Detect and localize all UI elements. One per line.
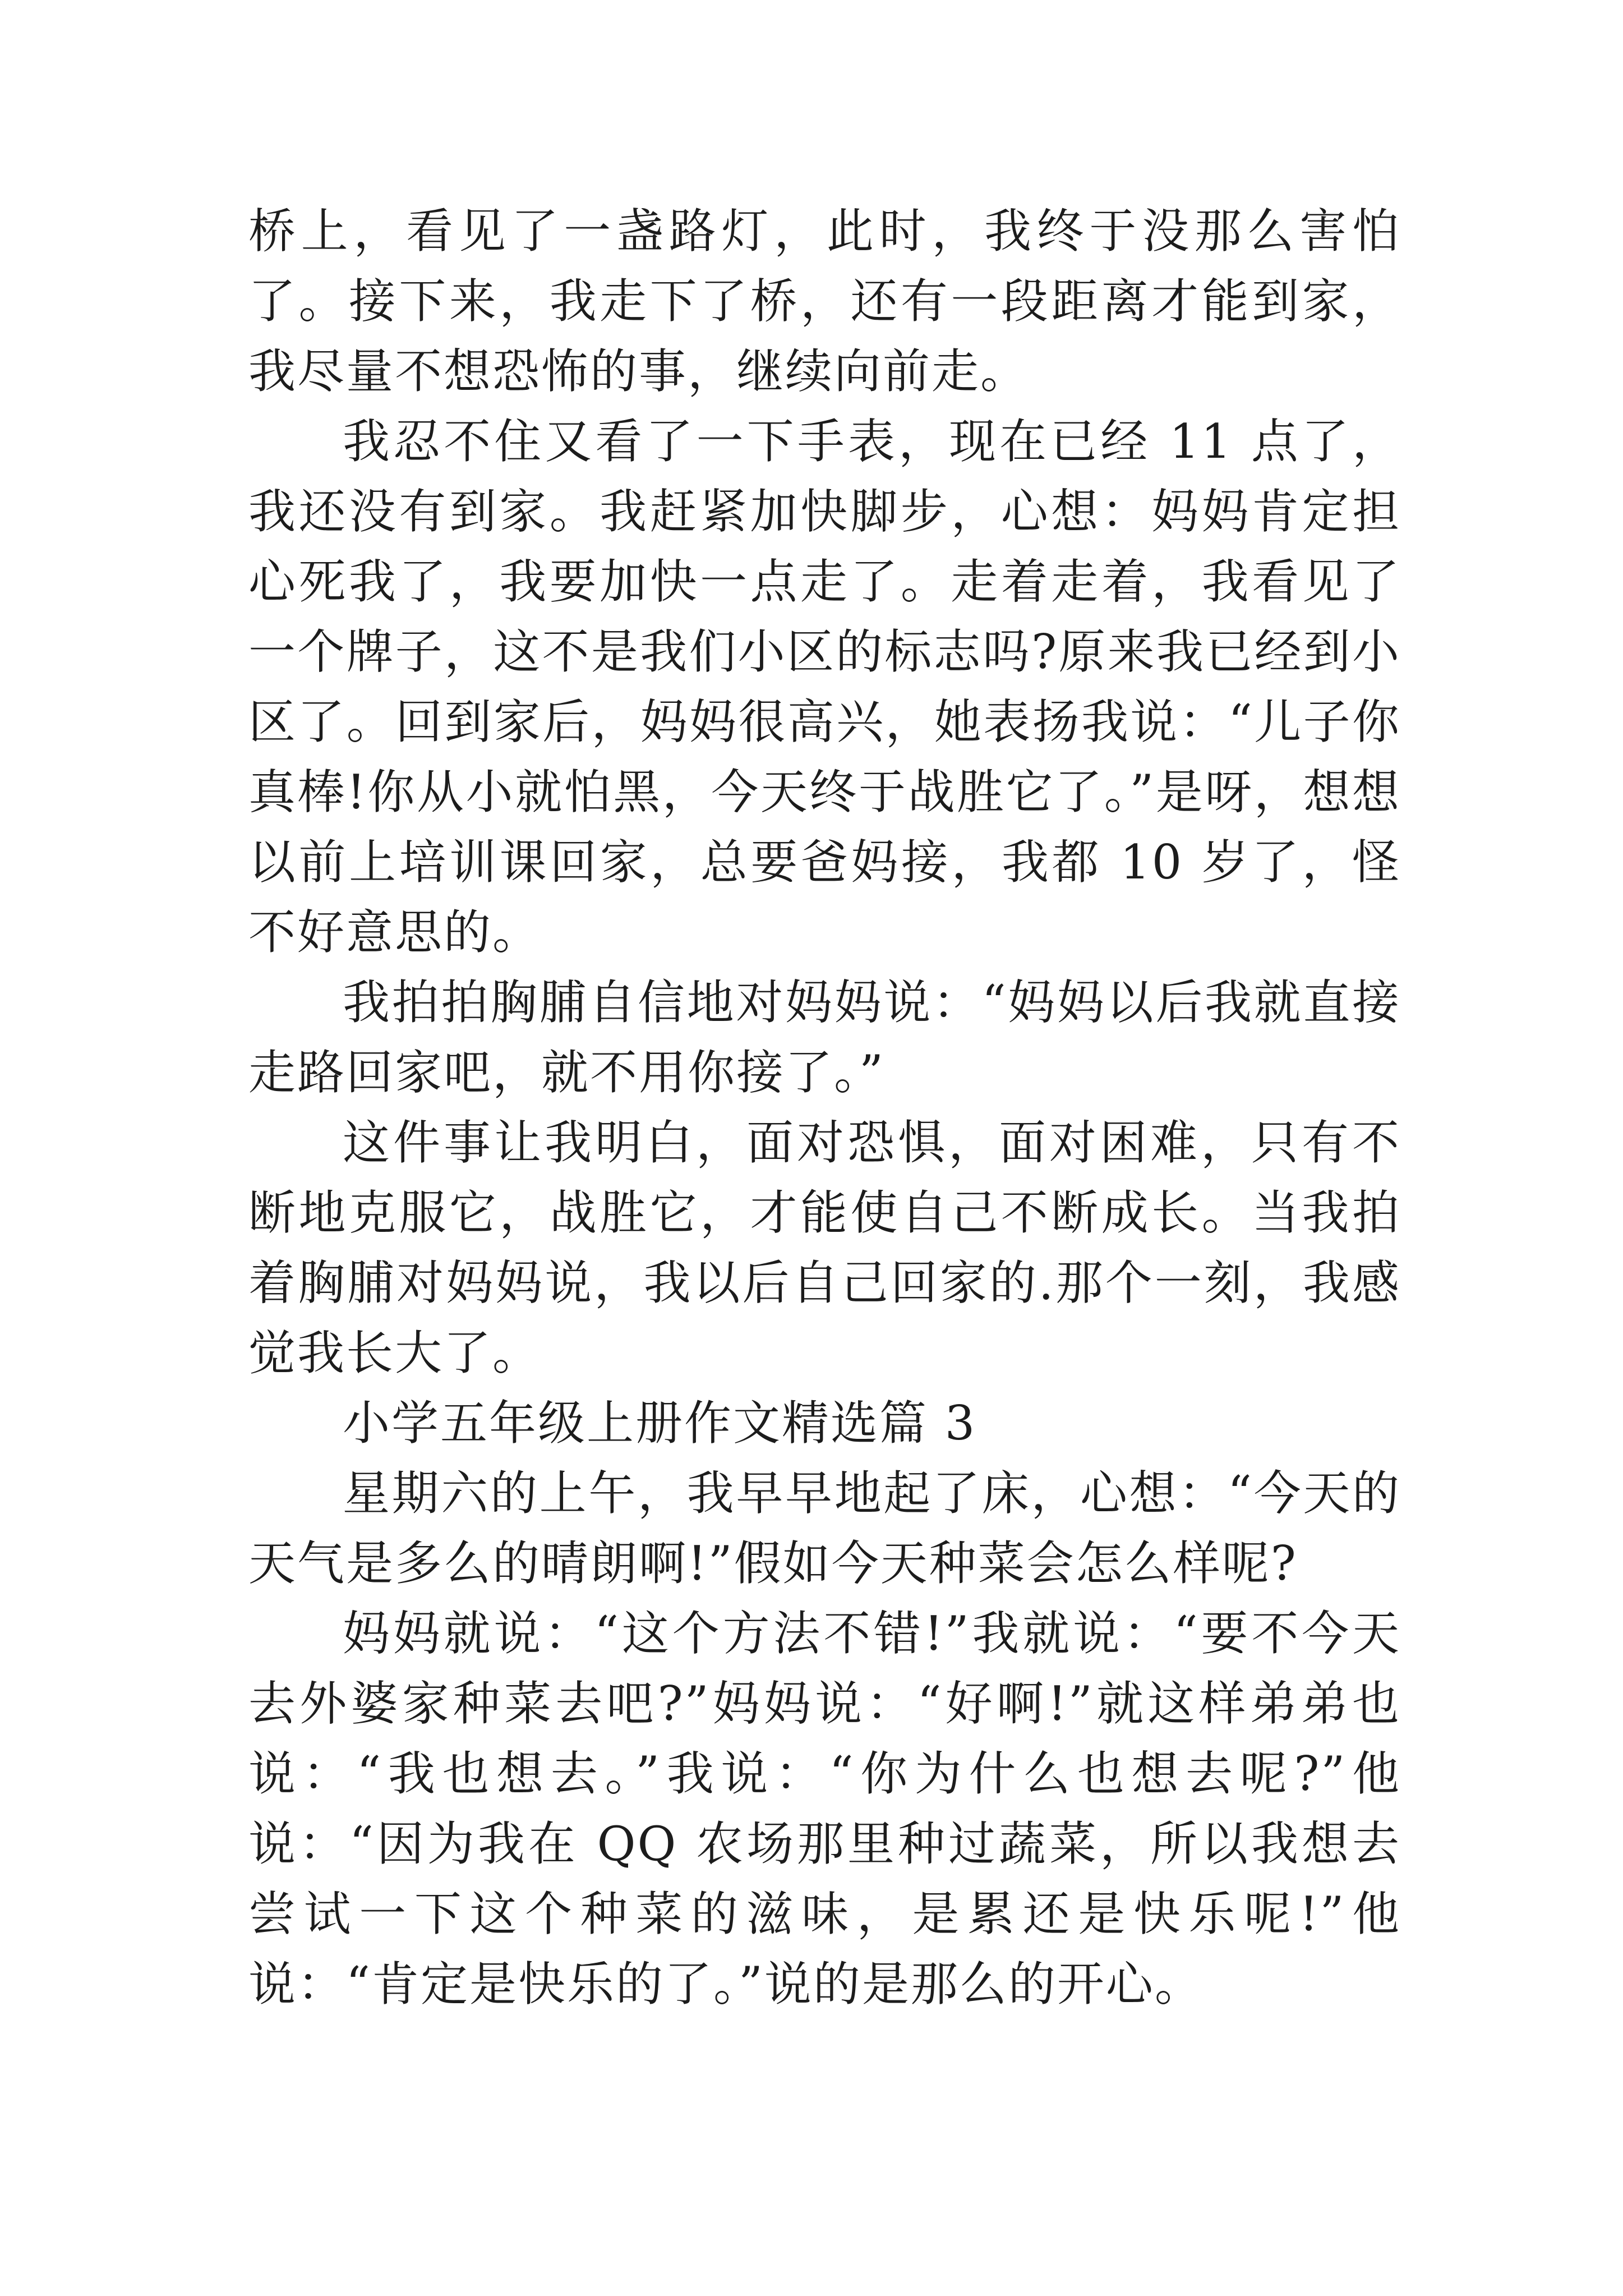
paragraph-4: 这件事让我明白，面对恐惧，面对困难，只有不断地克服它，战胜它，才能使自己不断成长。当我拍着胸脯对妈妈说，我以后自己回家的.那个一刻，我感觉我长大了。 [248,1115,1401,1381]
section-heading: 小学五年级上册作文精选篇 3 [343,1396,977,1451]
document-body [248,196,1401,2019]
paragraph-5: 星期六的上午，我早早地起了床，心想：“今天的天气是多么的晴朗啊!”假如今天种菜会怎么样呢? [248,1466,1401,1591]
paragraph-1: 桥上，看见了一盏路灯，此时，我终于没那么害怕了。接下来，我走下了桥，还有一段距离才能到家，我尽量不想恐怖的事，继续向前走。 [248,204,1401,399]
paragraph-2: 我忍不住又看了一下手表，现在已经 11 点了，我还没有到家。我赶紧加快脚步，心想：妈妈肯定担心死我了，我要加快一点走了。走着走着，我看见了一个牌子，这不是我们小区的标志吗?原来我已经到小区了。回到家后，妈妈很高兴，她表扬我说：“儿子你真棒!你从小就怕黑，今天终于战胜它了。”是呀，想想以前上培训课回家，总要爸妈接，我都 10 岁了，怪不好意思的。 [248,414,1401,960]
paragraph-3: 我拍拍胸脯自信地对妈妈说：“妈妈以后我就直接走路回家吧，就不用你接了。” [248,975,1401,1100]
paragraph-6: 妈妈就说：“这个方法不错!”我就说：“要不今天去外婆家种菜去吧?”妈妈说：“好啊!”就这样弟弟也说：“我也想去。”我说：“你为什么也想去呢?”他说：“因为我在 QQ 农场那里种过蔬菜，所以我想去尝试一下这个种菜的滋味，是累还是快乐呢!”他说：“肯定是快乐的了。”说的是那么的开心。 [248,1606,1401,2012]
